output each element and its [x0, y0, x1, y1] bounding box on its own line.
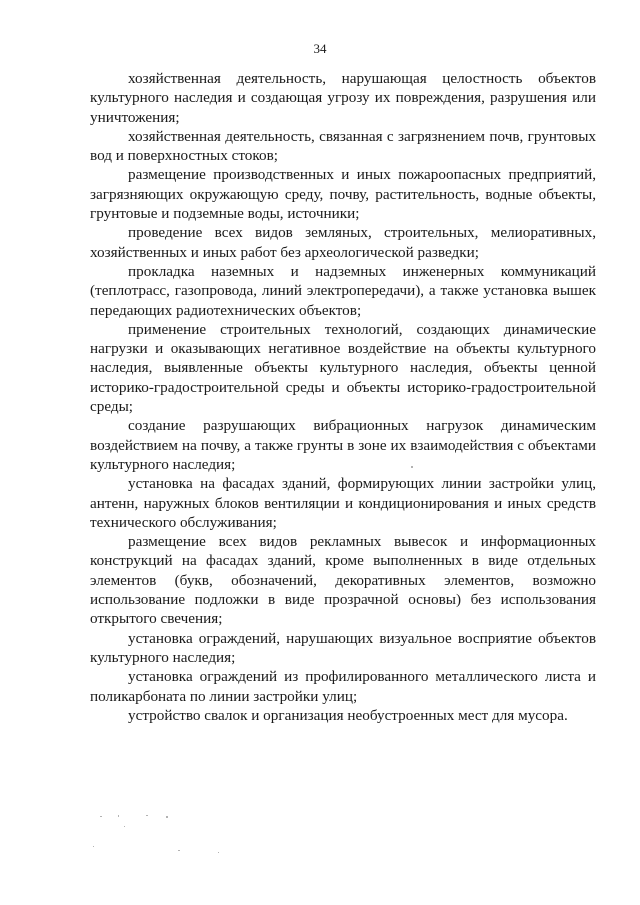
scan-speck: [93, 846, 94, 847]
paragraph: создание разрушающих вибрационных нагрузок динамическим воздействием на почву, а также грунты в зоне их взаимодействия с объектами культурного наследия;: [90, 417, 596, 473]
paragraph: прокладка наземных и надземных инженерных коммуникаций (теплотрасс, газопровода, линий электропередачи), а также установка вышек передающих радиотехнических объектов;: [90, 262, 596, 319]
paragraph: размещение производственных и иных пожароопасных предприятий, загрязняющих окружающую среду, почву, растительность, водные объекты, грунтовые и подземные воды, источники;: [90, 166, 596, 223]
paragraph: установка ограждений из профилированного металлического листа и поликарбоната по линии застройки улиц;: [90, 668, 596, 705]
scan-speck: [118, 815, 119, 817]
paragraph: размещение всех видов рекламных вывесок и информационных конструкций на фасадах зданий, кроме выполненных в виде отдельных элементов (букв, обозначений, декоративных элементов, возможно использование подложки в виде прозрачной основы) без использования открытого свечения;: [90, 533, 596, 628]
paragraph: применение строительных технологий, создающих динамические нагрузки и оказывающих негативное воздействие на объекты культурного наследия, выявленные объекты культурного наследия, объекты ценной историко-градостроительной среды и объекты историко-градостроительной среды;: [90, 320, 596, 416]
scan-speck: [100, 816, 102, 817]
scan-speck: [146, 815, 148, 816]
scan-speck: [178, 850, 180, 851]
scan-speck: [218, 852, 219, 853]
paragraph: установка ограждений, нарушающих визуальное восприятие объектов культурного наследия;: [90, 629, 596, 666]
paragraph: устройство свалок и организация необустроенных мест для мусора.: [128, 706, 568, 724]
paragraph: установка на фасадах зданий, формирующих линии застройки улиц, антенн, наружных блоков вентиляции и кондиционирования и иных средств технического обслуживания;: [90, 475, 596, 531]
restrictions-list: [90, 69, 596, 725]
scan-speck: [124, 826, 125, 827]
paragraph: хозяйственная деятельность, нарушающая целостность объектов культурного наследия и создающая угрозу их повреждения, разрушения или уничтожения;: [90, 70, 596, 126]
paragraph: проведение всех видов земляных, строительных, мелиоративных, хозяйственных и иных работ без археологической разведки;: [90, 224, 596, 261]
page-number: 34: [313, 41, 327, 56]
paragraph: хозяйственная деятельность, связанная с загрязнением почв, грунтовых вод и поверхностных стоков;: [90, 127, 596, 165]
scan-speck: [166, 816, 168, 818]
scan-speck: [411, 466, 413, 468]
